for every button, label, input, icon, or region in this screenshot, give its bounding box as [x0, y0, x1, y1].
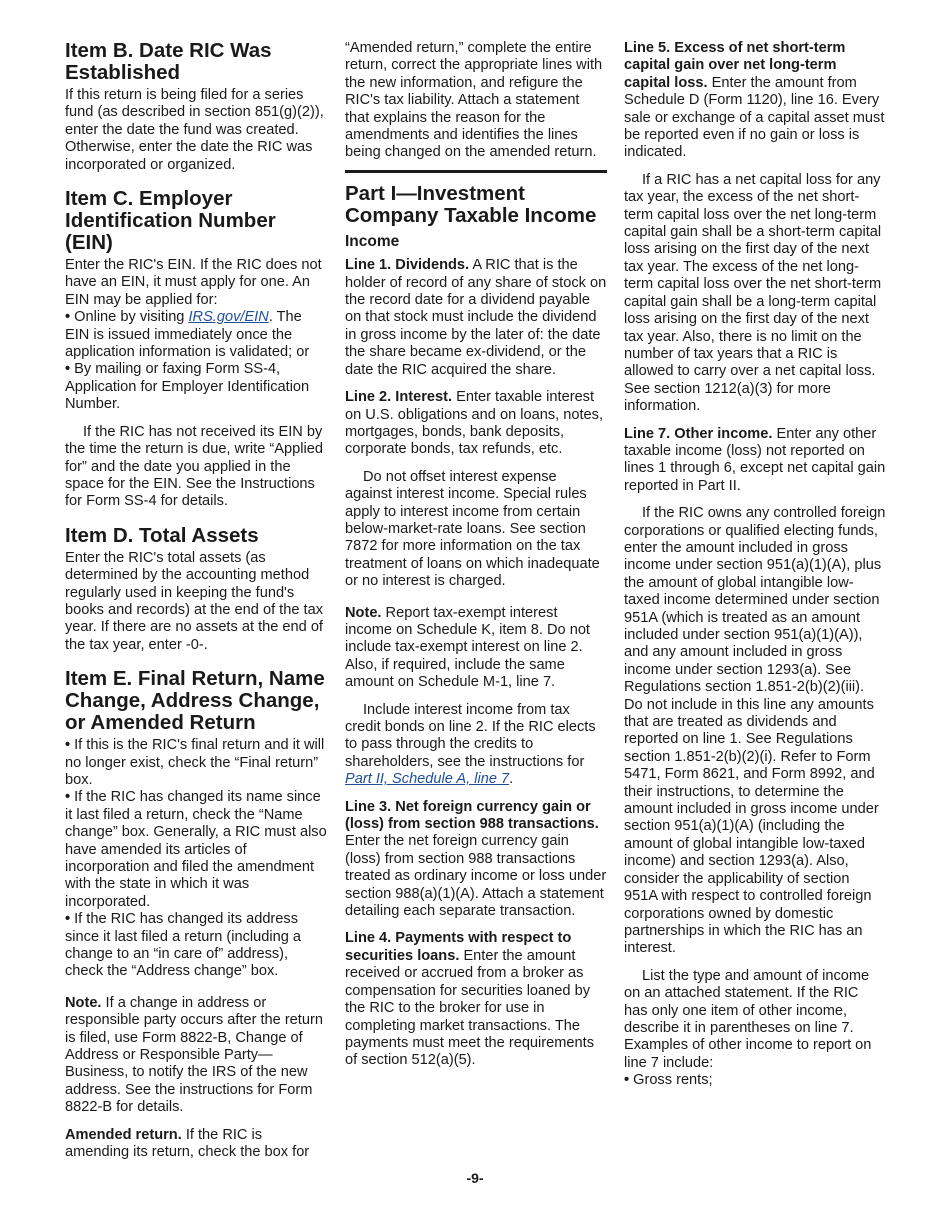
column-2: [345, 40, 607, 1070]
line-2-paragraph: Line 2. Interest. Enter taxable interest on U.S. obligations and on loans, notes, mortgages, bonds, bank deposits, corporate bonds, tax refunds, etc.: [345, 389, 603, 458]
bullet-icon: •: [65, 361, 71, 378]
bullet-icon: •: [624, 1072, 630, 1089]
list-item: • If the RIC has changed its address since it last filed a return (including a change to an “in care of” address), check the “Address change” box.: [65, 911, 302, 980]
part-ii-schedule-a-link[interactable]: Part II, Schedule A, line 7: [345, 771, 510, 788]
item-c-paragraph: If the RIC has not received its EIN by the time the return is due, write “Applied for” and the date you applied in the space for the EIN. See the Instructions for Form SS-4 for details.: [65, 423, 323, 510]
item-b-text: If this return is being filed for a series fund (as described in section 851(g)(2)), enter the date the fund was created. Otherwise, enter the date the RIC was incorporated or organized.: [65, 87, 324, 173]
part-i-heading: Part I—Investment Company Taxable Income: [345, 181, 597, 227]
tax-credit-paragraph: Include interest income from tax credit bonds on line 2. If the RIC elects to pass through the credits to shareholders, see the instructions for Part II, Schedule A, line 7.: [345, 701, 596, 788]
note-paragraph: Note. If a change in address or responsible party occurs after the return is filed, use Form 8822-B, Change of Address or Responsible Party—Business, to notify the IRS of the new address. See the instructions for Form 8822-B for details.: [65, 994, 323, 1116]
list-item: • If this is the RIC's final return and it will no longer exist, check the “Final return” box.: [65, 737, 325, 788]
amended-return-paragraph: Amended return. If the RIC is amending its return, check the box for: [65, 1126, 310, 1161]
line-3-paragraph: Line 3. Net foreign currency gain or (loss) from section 988 transactions. Enter the net foreign currency gain (loss) from section 988 transactions treated as ordinary income or loss under section 988(a)(1)(A). Attach a statement detailing each separate transaction.: [345, 798, 607, 920]
line-7-paragraph-3: List the type and amount of income on an attached statement. If the RIC has only one item of other income, describe it in parentheses on line 7. Examples of other income to report on line 7 include:: [624, 967, 872, 1071]
line-5-paragraph: Line 5. Excess of net short-term capital gain over net long-term capital loss. Enter the amount from Schedule D (Form 1120), line 16. Every sale or exchange of a capital asset must be reported even if no gain or loss is indicated.: [624, 40, 885, 161]
column-3: [624, 40, 886, 1090]
item-d-heading: Item D. Total Assets: [65, 523, 259, 547]
note-paragraph: Note. Report tax-exempt interest income on Schedule K, item 8. Do not include tax-exempt interest on line 2. Also, if required, include the same amount on Schedule M-1, line 7.: [345, 604, 590, 691]
item-c-text: Enter the RIC's EIN. If the RIC does not have an EIN, it must apply for one. An EIN may be applied for:: [65, 257, 322, 308]
section-divider: [345, 170, 607, 173]
bullet-icon: •: [65, 789, 71, 806]
bullet-icon: •: [65, 737, 71, 754]
page-number: -9-: [466, 1170, 484, 1186]
line-2-paragraph-2: Do not offset interest expense against interest income. Special rules apply to interest income from certain below-market-rate loans. See section 7872 for more information on the tax treatment of loans on which inadequate or no interest is charged.: [345, 468, 600, 590]
item-c-heading: Item C. Employer Identification Number (EIN): [65, 187, 276, 255]
line-7-paragraph-2: If the RIC owns any controlled foreign corporations or qualified electing funds, enter the amount included in gross income under section 951(a)(1)(A), plus the amount of global intangible low-taxed income determined under section 951A (which is treated as an amount included under section 951(a)(1)(A)), and any amount included in gross income under section 1293(a). See Regulations section 1.851-2(b)(2)(iii). Do not include in this line any amounts that are treated as dividends and reported on line 1. See Regulations section 1.851-2(b)(2)(i). Refer to Form 5471, Form 8621, and Form 8992, and their instructions, to determine the amount included in gross income under section 951(a)(1)(A) (including the amount of global intangible low-taxed income) and section 1293(a). Also, consider the applicability of section 951A with respect to controlled foreign corporations owned by domestic partnerships in which the RIC has an interest.: [624, 505, 886, 957]
bullet-icon: •: [65, 911, 71, 928]
item-b-heading: Item B. Date RIC Was Established: [65, 39, 272, 84]
bullet-icon: •: [65, 309, 71, 326]
list-item: • By mailing or faxing Form SS-4, Application for Employer Identification Number.: [65, 361, 310, 413]
column-1: [65, 40, 327, 1162]
line-4-paragraph: Line 4. Payments with respect to securities loans. Enter the amount received or accrued from a broker as compensation for securities loaned by the RIC to the broker for use in completing market transactions. The payments must meet the requirements of section 512(a)(5).: [345, 930, 595, 1069]
line-1-paragraph: Line 1. Dividends. A RIC that is the holder of record of any share of stock on the record date for a dividend payable on that stock must include the dividend in gross income by the later of: the date the share became ex-dividend, or the date the RIC acquired the share.: [345, 257, 607, 378]
amended-return-continued: “Amended return,” complete the entire return, correct the appropriate lines with the new information, and refigure the RIC's tax liability. Attach a statement that explains the reason for the amendments and identifies the lines being changed on the amended return.: [345, 40, 603, 161]
item-d-text: Enter the RIC's total assets (as determined by the accounting method regularly used in keeping the fund's books and records) at the end of the tax year. If there are no assets at the end of the tax year, enter -0-.: [65, 549, 323, 653]
list-item: • Gross rents;: [624, 1072, 713, 1089]
irs-ein-link[interactable]: IRS.gov/EIN: [188, 309, 269, 326]
item-e-heading: Item E. Final Return, Name Change, Address Change, or Amended Return: [65, 667, 325, 735]
line-7-paragraph: Line 7. Other income. Enter any other taxable income (loss) not reported on lines 1 through 6, except net capital gain reported in Part II.: [624, 425, 886, 494]
list-item: • Online by visiting IRS.gov/EIN. The EIN is issued immediately once the application information is validated; or: [65, 309, 310, 361]
list-item: • If the RIC has changed its name since it last filed a return, check the “Name change” box. Generally, a RIC must also have amended its articles of incorporation and filed the amendment with the state in which it was incorporated.: [65, 789, 327, 910]
income-subheading: Income: [345, 232, 400, 250]
line-5-paragraph-2: If a RIC has a net capital loss for any tax year, the excess of the net short-term capital loss over the net long-term capital gain shall be a short-term capital loss arising on the first day of the next tax year. The excess of the net long-term capital loss over the net short-term capital gain shall be a long-term capital loss arising on the first day of the next tax year. Also, there is no limit on the number of tax years that a RIC is allowed to carry over a net capital loss. See section 1212(a)(3) for more information.: [624, 171, 882, 415]
